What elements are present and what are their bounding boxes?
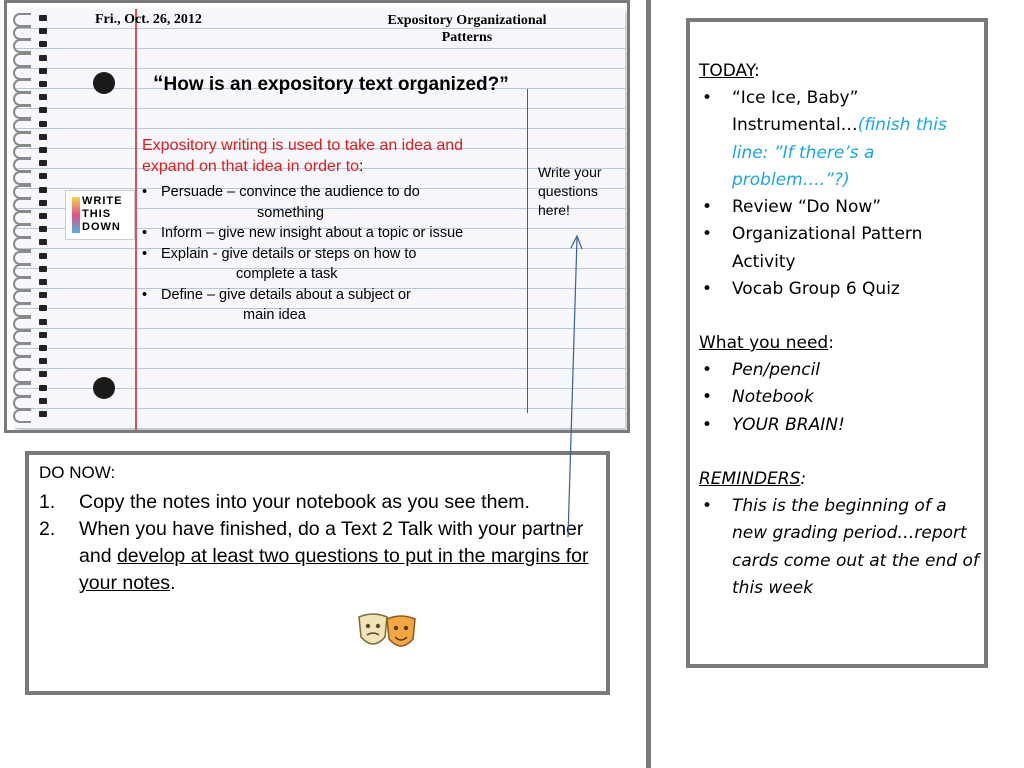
theater-masks-icon (355, 611, 419, 653)
intro-text (142, 135, 512, 177)
spiral-coil (9, 79, 53, 91)
purpose-line-cont: complete a task (236, 266, 338, 282)
item-text: When you have finished, do a Text 2 Talk with your partner and (79, 518, 584, 567)
do-now-box (25, 451, 610, 695)
write-this-down-badge (65, 190, 135, 240)
spiral-coil (9, 343, 53, 355)
today-label: TODAY (699, 61, 754, 81)
spiral-coil (9, 211, 53, 223)
today-item-text: Vocab Group 6 Quiz (732, 279, 900, 300)
item-number: 2. (39, 518, 56, 540)
spiral-coil (9, 92, 53, 104)
spiral-coil (9, 264, 53, 276)
reminders-heading (699, 466, 806, 493)
need-colon: : (828, 333, 834, 353)
spiral-coil (9, 317, 53, 329)
purpose-line: Persuade – convince the audience to do (161, 184, 420, 200)
need-item-text: Notebook (732, 387, 814, 408)
reminder-item-1 (699, 493, 979, 602)
spiral-coil (9, 119, 53, 131)
spiral-coil (9, 383, 53, 395)
purpose-line: Inform – give new insight about a topic or issue (161, 225, 464, 241)
spiral-coil (9, 369, 53, 381)
essential-question (153, 72, 509, 96)
essential-question-text: How is an expository text organized?” (163, 74, 509, 95)
bullet: • (702, 279, 713, 300)
spiral-coil (9, 198, 53, 210)
arrow-icon (560, 232, 590, 542)
item-text: Copy the notes into your notebook as you see them. (79, 491, 530, 513)
purpose-list (142, 182, 532, 326)
purpose-line-cont: main idea (243, 307, 306, 323)
reminders-colon: : (800, 469, 807, 489)
spiral-coil (9, 171, 53, 183)
spiral-coil (9, 303, 53, 315)
do-now-item-2 (39, 516, 594, 597)
spiral-coil (9, 53, 53, 65)
spiral-coil (9, 396, 53, 408)
today-item-text: Review “Do Now” (732, 197, 882, 218)
today-item-2 (699, 194, 979, 221)
item-text-underlined: develop at least two questions to put in the margins for your notes (79, 545, 589, 594)
spiral-binding (9, 13, 57, 423)
punch-hole-top (93, 72, 115, 94)
page-title: Expository Organizational Patterns (387, 13, 547, 45)
spiral-coil (9, 290, 53, 302)
agenda-panel (686, 18, 988, 668)
date-label: Fri., Oct. 26, 2012 (95, 12, 202, 27)
reminder-item-text: This is the beginning of a new grading period…report cards come out at the end of this week (732, 496, 979, 598)
bullet: • (702, 197, 713, 218)
bullet: • (702, 387, 713, 408)
reminders-list (699, 493, 979, 602)
reminders-label: REMINDERS (699, 469, 801, 489)
purpose-item-explain: • Explain - give details or steps on how to complete a task (142, 244, 532, 285)
spiral-coil (9, 224, 53, 236)
today-heading (699, 58, 760, 85)
spiral-coil (9, 356, 53, 368)
margin-note: Write your questions here! (538, 164, 602, 218)
today-list (699, 85, 979, 303)
spiral-coil (9, 185, 53, 197)
bullet: • (702, 496, 713, 516)
vertical-divider (646, 0, 651, 768)
item-text-end: . (170, 572, 176, 594)
today-item-3 (699, 221, 979, 276)
purpose-item-inform: • Inform – give new insight about a topic or issue (142, 225, 464, 241)
spiral-coil (9, 158, 53, 170)
spiral-coil (9, 13, 53, 25)
today-item-1 (699, 85, 979, 194)
spiral-coil (9, 145, 53, 157)
item-number: 1. (39, 491, 56, 513)
spiral-coil (9, 251, 53, 263)
spiral-coil (9, 409, 53, 421)
spiral-coil (9, 105, 53, 117)
purpose-line: Explain - give details or steps on how to (161, 245, 417, 262)
purpose-line: Define – give details about a subject or (161, 286, 411, 303)
need-item-2 (699, 384, 979, 411)
bullet: • (702, 414, 713, 435)
purpose-line-cont: something (257, 204, 324, 221)
purpose-item-define: • Define – give details about a subject or main idea (142, 285, 532, 326)
need-label: What you need (699, 333, 829, 353)
bullet: • (702, 88, 713, 108)
need-list (699, 357, 979, 439)
red-margin-line (135, 9, 137, 431)
today-item-text: Organizational Pattern Activity (732, 224, 923, 272)
badge-color-stripe (72, 197, 80, 233)
punch-hole-bottom (93, 377, 115, 399)
bullet: • (702, 224, 713, 245)
need-item-text: YOUR BRAIN! (732, 414, 845, 435)
do-now-heading: DO NOW: (39, 463, 116, 482)
spiral-coil (9, 330, 53, 342)
intro-red-text: Expository writing is used to take an idea and expand on that idea in order to (142, 137, 464, 175)
bullet: • (702, 360, 713, 380)
today-item-text: “Ice Ice, Baby” Instrumental… (732, 88, 859, 136)
today-colon: : (754, 61, 760, 81)
purpose-item-persuade: • Persuade – convince the audience to do something (142, 182, 532, 223)
do-now-list (39, 489, 594, 597)
spiral-coil (9, 66, 53, 78)
need-item-1 (699, 357, 979, 384)
do-now-item-1 (39, 489, 594, 516)
today-item-4 (699, 276, 979, 303)
spiral-coil (9, 39, 53, 51)
question-margin-line (527, 89, 528, 413)
need-item-3 (699, 412, 979, 439)
spiral-coil (9, 26, 53, 38)
need-heading (699, 330, 834, 357)
notebook-image-panel (4, 0, 630, 433)
spiral-coil (9, 237, 53, 249)
need-item-text: Pen/pencil (732, 360, 821, 380)
open-quote: “ (153, 72, 164, 95)
today-item-highlight: (finish this line: ”If there’s a problem….”?) (732, 115, 947, 190)
intro-colon: : (359, 158, 364, 175)
spiral-coil (9, 132, 53, 144)
badge-text: WRITE THIS DOWN (82, 195, 123, 233)
spiral-coil (9, 277, 53, 289)
